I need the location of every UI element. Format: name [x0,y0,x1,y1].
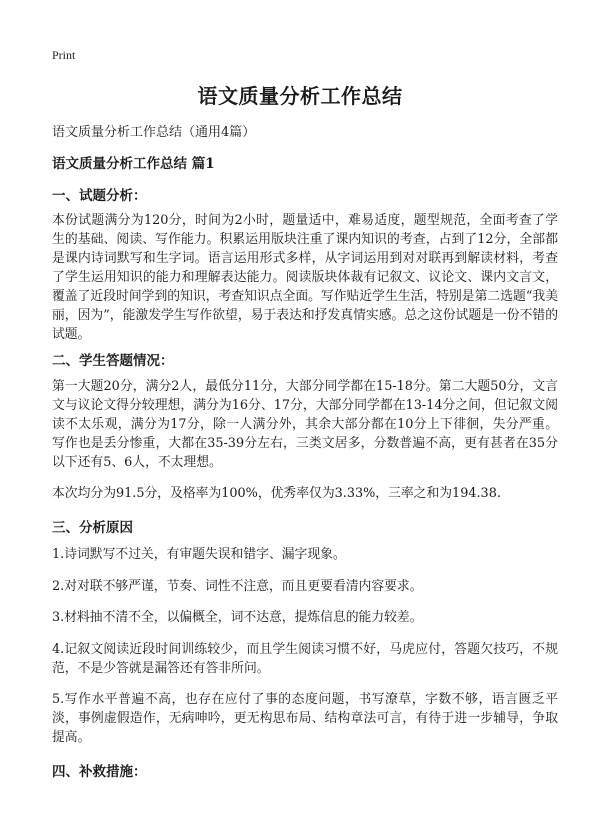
heading-student-answers: 二、学生答题情况： [52,353,174,369]
paragraph-student-answers: 第一大题20分，满分2人，最低分11分，大部分同学都在15-18分。第二大题50分，文言文与议论文得分较理想，满分为16分、17分，大部分同学都在13-14分之间，但记叙文阅读不太乐观，满分为17分，除一人满分外，其余大部分都在10分上下徘徊，失分严重。写作也是丢分惨重，大都在35-39分左右，三类文居多，分数普遍不高，更有甚者在35分以下还有5、6人，不太理想。 [52,379,558,470]
list-item: 5.写作水平普遍不高，也存在应付了事的态度问题，书写潦草，字数不够，语言匮乏平淡，事例虚假造作，无病呻吟，更无构思布局、结构章法可言，有待于进一步辅导，争取提高。 [52,692,558,745]
print-link[interactable]: Print [52,48,76,62]
paragraph-statistics: 本次均分为91.5分，及格率为100%，优秀率仅为3.33%，三率之和为194.38. [52,486,501,501]
list-item: 1.诗词默写不过关，有审题失误和错字、漏字现象。 [52,547,346,562]
list-item: 3.材料抽不清不全，以偏概全，词不达意，提炼信息的能力较差。 [52,610,423,625]
heading-test-analysis: 一、试题分析： [52,188,147,204]
list-item: 4.记叙文阅读近段时间训练较少，而且学生阅读习惯不好，马虎应付，答题欠技巧，不规范，不是少答就是漏答还有答非所问。 [52,642,558,676]
section-title: 语文质量分析工作总结 篇1 [52,156,215,172]
document-subtitle: 语文质量分析工作总结（通用4篇） [52,125,256,140]
list-item: 2.对对联不够严谨，节奏、词性不注意，而且更要看清内容要求。 [52,579,423,594]
heading-remedial-measures: 四、补救措施： [52,764,147,780]
paragraph-test-analysis: 本份试题满分为120分，时间为2小时，题量适中，难易适度，题型规范，全面考查了学生的基础、阅读、写作能力。积累运用版块注重了课内知识的考查，占到了12分，全部都是课内诗词默写和生字词。语言运用形式多样，从字词运用到对对联再到解读材料，考查了学生运用知识的能力和理解表达能力。阅读版块体裁有记叙文、议论文、课内文言文，覆盖了近段时间学到的知识，考查知识点全面。写作贴近学生生活，特别是第二选题“我美丽，因为”，能激发学生写作欲望，易于表达和抒发真情实感。总之这份试题是一份不错的试题。 [52,213,558,342]
heading-cause-analysis: 三、分析原因 [52,520,133,536]
document-title: 语文质量分析工作总结 [197,84,403,108]
